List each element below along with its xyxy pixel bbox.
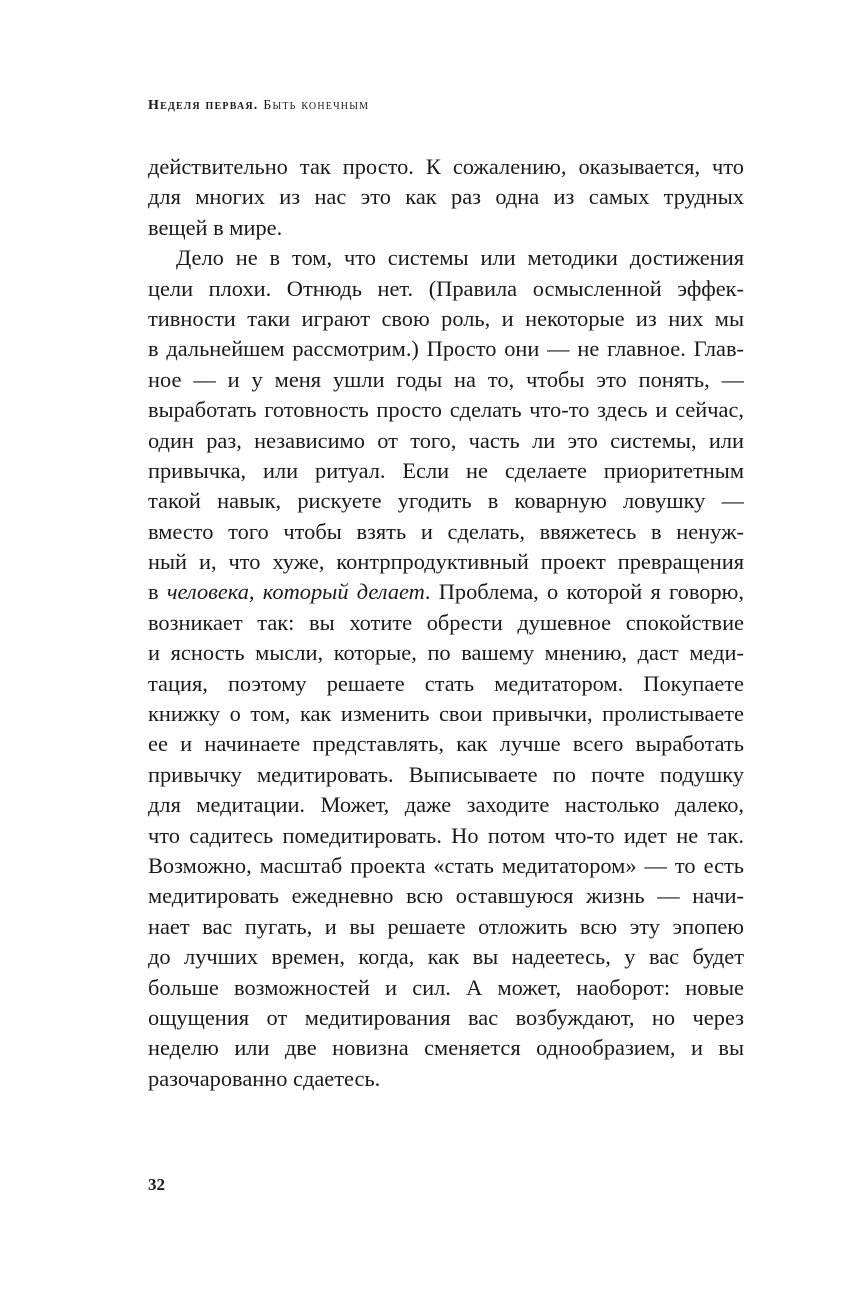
text-line: в дальнейшем рассмотрим.) Просто они — не главное. Глав- bbox=[148, 336, 744, 362]
body-text bbox=[148, 152, 744, 1094]
text-line: медитировать ежедневно всю оставшуюся жизнь — начи- bbox=[148, 883, 744, 909]
text-run: . Проблема, о которой я говорю, bbox=[424, 579, 744, 605]
text-line: и ясность мысли, которые, по вашему мнению, даст меди- bbox=[148, 640, 744, 666]
text-line: для медитации. Может, даже заходите настолько далеко, bbox=[148, 792, 744, 818]
text-run: в bbox=[148, 579, 167, 605]
text-line: тивности таки играют свою роль, и некоторые из них мы bbox=[148, 305, 744, 331]
text-line-with-italic bbox=[148, 577, 744, 607]
text-line: больше возможностей и сил. А может, наоборот: новые bbox=[148, 974, 744, 1000]
text-line: выработать готовность просто сделать что-то здесь и сейчас, bbox=[148, 397, 744, 423]
text-line: ный и, что хуже, контрпродуктивный проект превращения bbox=[148, 549, 744, 575]
text-line: тация, поэтому решаете стать медитатором. Покупаете bbox=[148, 670, 744, 696]
text-line: до лучших времен, когда, как вы надеетесь, у вас будет bbox=[148, 944, 744, 970]
running-head-part: Неделя первая. bbox=[148, 98, 259, 113]
text-line: Дело не в том, что системы или методики достижения bbox=[176, 245, 744, 271]
text-line: ощущения от медитирования вас возбуждают, но через bbox=[148, 1004, 744, 1030]
text-line: разочарованно сдаетесь. bbox=[148, 1065, 381, 1091]
text-line: нает вас пугать, и вы решаете отложить всю эту эпопею bbox=[148, 913, 744, 939]
text-line: вещей в мире. bbox=[148, 214, 283, 240]
italic-phrase: человека, который делает bbox=[166, 579, 425, 605]
text-line: привычка, или ритуал. Если не сделаете приоритетным bbox=[148, 457, 744, 483]
text-line: для многих из нас это как раз одна из самых трудных bbox=[148, 184, 744, 210]
text-line: такой навык, рискуете угодить в коварную ловушку — bbox=[148, 488, 744, 514]
page-number: 32 bbox=[148, 1175, 165, 1194]
text-line: цели плохи. Отнюдь нет. (Правила осмысленной эффек- bbox=[148, 275, 744, 301]
text-line: ее и начинаете представлять, как лучше всего выработать bbox=[148, 731, 744, 757]
text-line: привычку медитировать. Выписываете по почте подушку bbox=[148, 761, 744, 787]
text-line: Возможно, масштаб проекта «стать медитатором» — то есть bbox=[148, 852, 744, 878]
text-line: возникает так: вы хотите обрести душевное спокойствие bbox=[148, 609, 744, 635]
text-line: вместо того чтобы взять и сделать, ввяжетесь в ненуж- bbox=[148, 518, 744, 544]
text-line: ное — и у меня ушли годы на то, чтобы это понять, — bbox=[148, 366, 744, 392]
text-line: книжку о том, как изменить свои привычки, пролистываете bbox=[148, 701, 744, 727]
text-line: неделю или две новизна сменяется однообразием, и вы bbox=[148, 1035, 744, 1061]
text-line: действительно так просто. К сожалению, оказывается, что bbox=[148, 154, 744, 179]
text-line: что садитесь помедитировать. Но потом что-то идет не так. bbox=[148, 822, 744, 848]
running-head-title: Быть конечным bbox=[263, 98, 370, 113]
running-head bbox=[148, 98, 369, 114]
text-line: один раз, независимо от того, часть ли это системы, или bbox=[148, 427, 744, 453]
